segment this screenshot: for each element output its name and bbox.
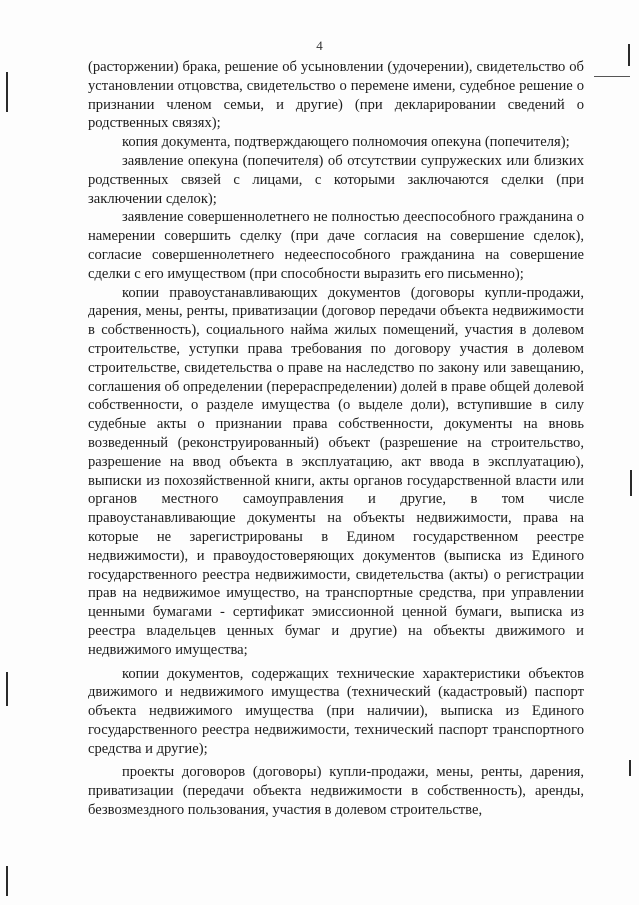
scan-edge-mark [6,72,8,112]
scan-edge-mark [629,760,631,776]
paragraph-relationship-documents: (расторжении) брака, решение об усыновлении (удочерении), свидетельство об установлении отцовства, свидетельство о перемене имени, судебное решение о признании членом семьи, и другие) (при декларировании сведений о родственных связях); [88,59,584,132]
paragraph-draft-contracts: проекты договоров (договоры) купли-продажи, мены, ренты, дарения, приватизации (передачи объекта недвижимости в собственность), аренды, безвозмездного пользования, участия в долевом строительстве, [88,764,584,819]
document-body [88,58,584,820]
paragraph-guardian-authority-copy: копия документа, подтверждающего полномочия опекуна (попечителя); [122,134,570,151]
scan-rule-mark [594,76,630,77]
scan-edge-mark [628,44,630,66]
scan-edge-mark [630,470,632,496]
scan-edge-mark [6,866,8,896]
paragraph-title-documents: копии правоустанавливающих документов (договоры купли-продажи, дарения, мены, ренты, приватизации (договор передачи объекта недвижимости в собственность), социального найма жилых помещений, участия в долевом строительстве, уступки права требования по договору участия в долевом строительстве, свидетельства о праве на наследство по закону или завещанию, соглашения об определении (перераспределении) долей в праве общей долевой собственности, о разделе имущества (о выделе доли), вступившие в силу судебные акты о признании права собственности, документы на вновь возведенный (реконструированный) объект (разрешение на строительство, разрешение на ввод объекта в эксплуатацию, акт ввода в эксплуатацию), выписки из похозяйственной книги, акты органов государственной власти или органов местного самоуправления и другие, в том числе правоустанавливающие документы на объекты недвижимости, права на которые не зарегистрированы в Едином государственном реестре недвижимости), и правоудостоверяющих документов (выписка из Единого государственного реестра недвижимости, свидетельства (акты) о регистрации прав на недвижимое имущество, на транспортные средства, при управлении ценными бумагами - сертификат эмиссионной ценной бумаги, выписка из реестра владельцев ценных бумаг и другие) на объекты движимого и недвижимого имущества; [88,284,584,658]
paragraph-technical-documents: копии документов, содержащих технические характеристики объектов движимого и недвижимого имущества (технический (кадастровый) паспорт объекта недвижимого имущества (при наличии), выписка из Единого государственного реестра недвижимости, технический паспорт транспортного средства и другие); [88,665,584,757]
page-number: 4 [316,38,323,53]
paragraph-adult-citizen-statement: заявление совершеннолетнего не полностью дееспособного гражданина о намерении совершить сделку (при даче согласия на совершение сделок), согласие совершеннолетнего недееспособного гражданина на совершение сделки с его имуществом (при способности выразить его письменно); [88,209,584,282]
paragraph-guardian-statement: заявление опекуна (попечителя) об отсутствии супружеских или близких родственных связей с лицами, с которыми заключаются сделки (при заключении сделок); [88,152,584,207]
scan-edge-mark [6,672,8,706]
